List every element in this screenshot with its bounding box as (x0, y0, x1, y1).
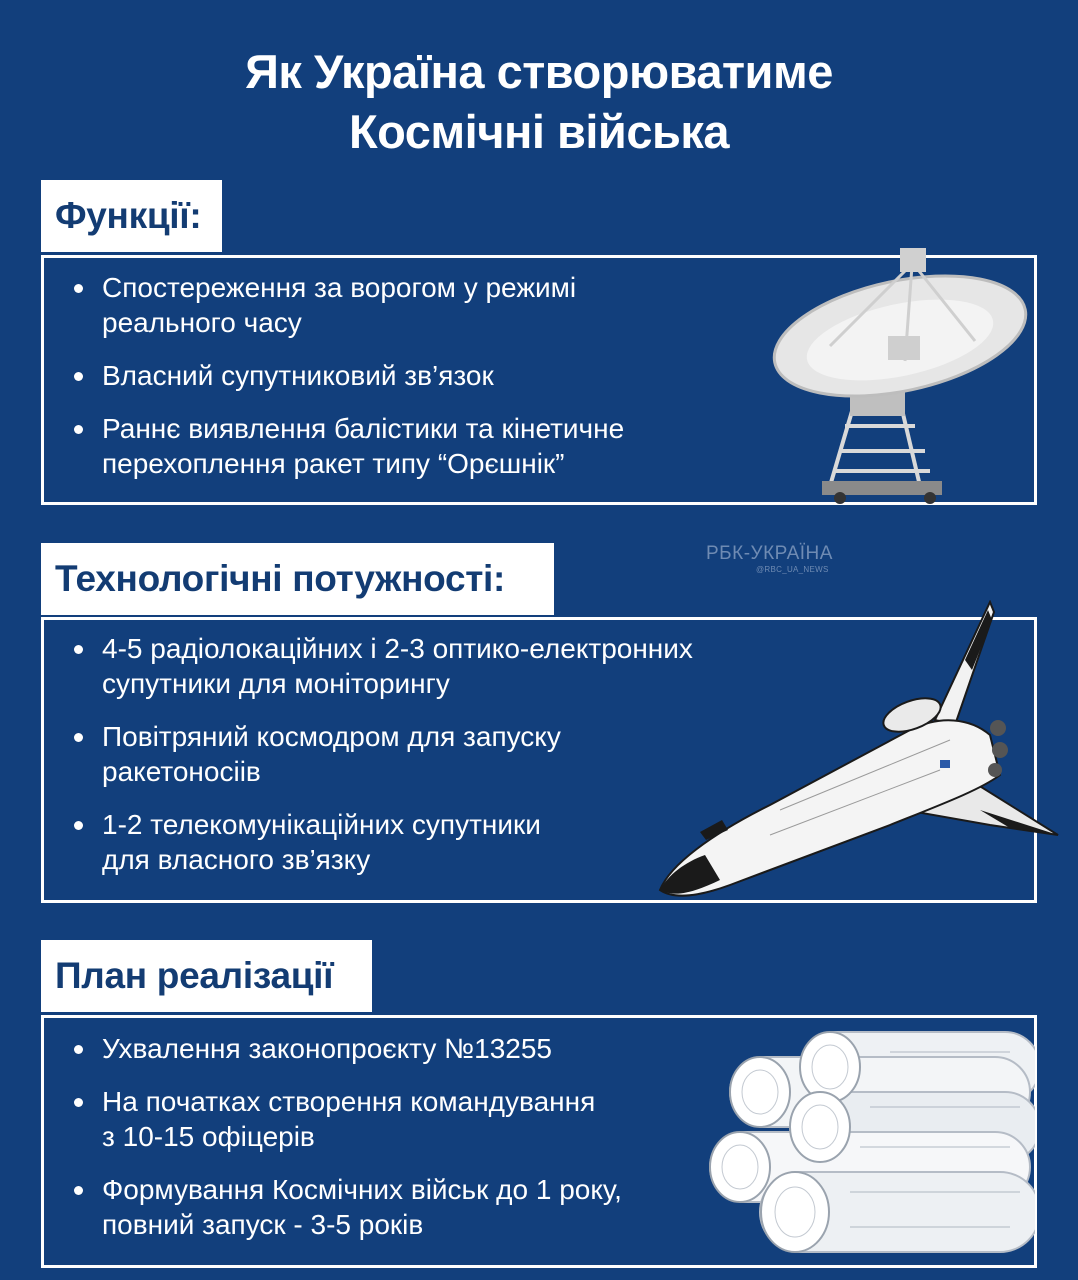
list-item-line: Формування Космічних військ до 1 року, (102, 1174, 622, 1205)
capabilities-heading: Технологічні потужності: (41, 543, 554, 615)
list-item (44, 1084, 744, 1154)
list-item-line: Ухвалення законопроєкту №13255 (102, 1033, 552, 1064)
list-item-line: 4-5 радіолокаційних і 2-3 оптико-електронних (102, 633, 693, 664)
page-title (0, 42, 1078, 162)
page-title-line-1: Як Україна створюватиме (245, 45, 833, 98)
list-item-line: повний запуск - 3-5 років (102, 1209, 424, 1240)
functions-list (44, 270, 764, 499)
list-item (44, 270, 764, 340)
list-item-line: На початках створення командування (102, 1086, 596, 1117)
watermark-handle: @RBC_UA_NEWS (756, 565, 829, 574)
watermark (706, 543, 833, 574)
plan-list (44, 1031, 744, 1260)
list-item-line: Власний супутниковий зв’язок (102, 360, 494, 391)
list-item (44, 1172, 744, 1242)
list-item (44, 1031, 744, 1066)
list-item-line: 1-2 телекомунікаційних супутники (102, 809, 541, 840)
list-item-line: Повітряний космодром для запуску (102, 721, 561, 752)
rolled-blueprints-icon (690, 1022, 1035, 1262)
functions-heading: Функції: (41, 180, 222, 252)
list-item-line: перехоплення ракет типу “Орєшнік” (102, 448, 565, 479)
list-item-line: ракетоносіів (102, 756, 261, 787)
list-item-line: супутники для моніторингу (102, 668, 450, 699)
plan-heading: План реалізації (41, 940, 372, 1012)
watermark-brand: РБК-УКРАЇНА (706, 543, 833, 564)
list-item (44, 358, 764, 393)
radio-telescope-icon (760, 236, 1040, 506)
list-item-line: Спостереження за ворогом у режимі (102, 272, 577, 303)
list-item-line: з 10-15 офіцерів (102, 1121, 315, 1152)
list-item-line: для власного зв’язку (102, 844, 371, 875)
list-item (44, 411, 764, 481)
list-item-line: реального часу (102, 307, 302, 338)
page-title-line-2: Космічні війська (348, 105, 730, 158)
space-shuttle-icon (650, 600, 1060, 912)
list-item-line: Раннє виявлення балістики та кінетичне (102, 413, 625, 444)
